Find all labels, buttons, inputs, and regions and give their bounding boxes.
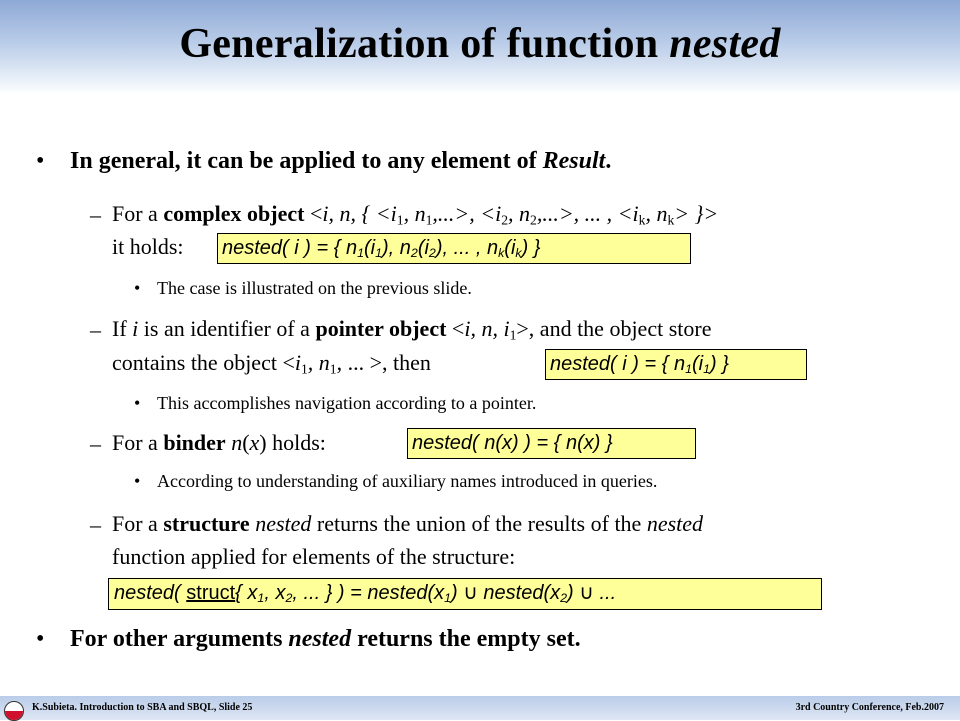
bullet-general: In general, it can be applied to any element of Result. [70, 148, 612, 174]
sub-structure-line2: function applied for elements of the structure: [112, 544, 516, 569]
sub-binder: For a binder n(x) holds: [112, 430, 326, 455]
equation-binder: nested( n(x) ) = { n(x) } [412, 432, 613, 454]
equation-complex: nested( i ) = { $n_1(i_1)$, $n_2(i_2)$, ... , $n_k(i_k)$ } [222, 237, 541, 261]
bullet-dot: • [36, 626, 45, 652]
sub-structure: For a structure nested returns the union of the results of the nested [112, 511, 704, 536]
note-previous-slide: The case is illustrated on the previous slide. [157, 278, 472, 298]
footer-band [0, 696, 960, 720]
bullet-other-arguments: For other arguments nested returns the empty set. [70, 626, 581, 652]
bullet-dot-small: • [134, 393, 141, 413]
note-navigation: This accomplishes navigation according to a pointer. [157, 393, 537, 413]
sub-complex-object-line2: it holds: [112, 234, 184, 259]
dash-marker: – [90, 431, 101, 456]
dash-marker: – [90, 202, 101, 227]
dash-marker: – [90, 512, 101, 537]
bullet-dot-small: • [134, 471, 141, 491]
note-auxiliary-names: According to understanding of auxiliary names introduced in queries. [157, 471, 658, 491]
dash-marker: – [90, 317, 101, 342]
sub-complex-object: For a complex object <i, n, { $<i_1$, $n_1,...>$, $<i_2$, $n_2,...>$, ... , $<i_k$, $n_k>$ }> [112, 201, 719, 228]
bullet-dot-small: • [134, 278, 141, 298]
equation-pointer: nested( i ) = { $n_1(i_1)$ } [550, 353, 729, 377]
sub-pointer-object-line2: contains the object $<i_1$, $n_1$, ... >, then [112, 350, 431, 377]
logo-icon [4, 701, 24, 721]
footer-left-text: K.Subieta. Introduction to SBA and SBQL, Slide 25 [32, 702, 253, 713]
bullet-dot: • [36, 148, 45, 174]
footer-right-text: 3rd Country Conference, Feb.2007 [795, 702, 944, 713]
equation-structure: nested( struct{ $x_1$, $x_2$, ... } ) = $nested(x_1)$ ∪ $nested(x_2)$ ∪ ... [114, 582, 617, 606]
slide-title: Generalization of function nested [179, 21, 781, 67]
sub-pointer-object: If i is an identifier of a pointer object <i, n, $i_1>$, and the object store [112, 316, 712, 343]
